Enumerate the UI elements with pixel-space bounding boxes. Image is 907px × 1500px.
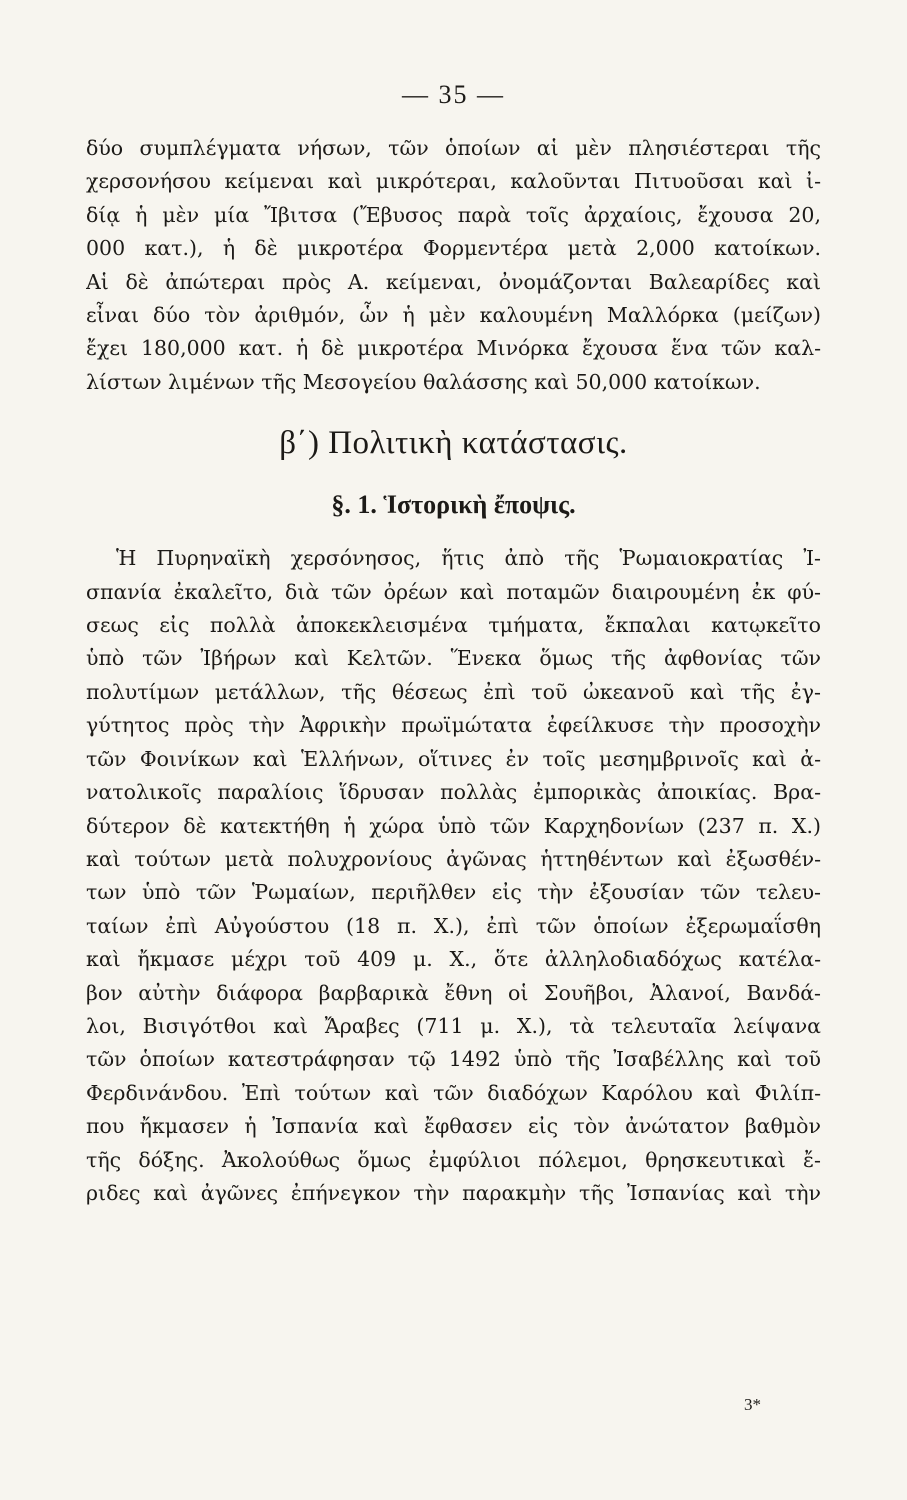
paragraph-history bbox=[86, 542, 821, 1210]
text-line: χερσονήσου κείμεναι καὶ μικρότεραι, καλοῦνται Πιτυοῦσαι καὶ ἰ- bbox=[86, 169, 821, 194]
text-line: καὶ τούτων μετὰ πολυχρονίους ἀγῶνας ἡττηθέντων καὶ ἐξωσθέν- bbox=[86, 846, 821, 871]
text-line: τῶν ὁποίων κατεστράφησαν τῷ 1492 ὑπὸ τῆς Ἰσαβέλλης καὶ τοῦ bbox=[86, 1047, 821, 1072]
text-line: Αἱ δὲ ἀπώτεραι πρὸς Α. κείμεναι, ὀνομάζονται Βαλεαρίδες καὶ bbox=[86, 269, 821, 294]
text-line: Ἡ Πυρηναϊκὴ χερσόνησος, ἥτις ἀπὸ τῆς Ῥωμαιοκρατίας Ἰ- bbox=[116, 546, 821, 571]
text-line: 000 κατ.), ἡ δὲ μικροτέρα Φορμεντέρα μετὰ 2,000 κατοίκων. bbox=[86, 236, 821, 261]
text-line: εἶναι δύο τὸν ἀριθμόν, ὧν ἡ μὲν καλουμένη Μαλλόρκα (μείζων) bbox=[86, 303, 821, 328]
page-number: — 35 — bbox=[402, 80, 505, 109]
text-line: γύτητος πρὸς τὴν Ἀφρικὴν πρωϊμώτατα ἐφείλκυσε τὴν προσοχὴν bbox=[86, 713, 821, 738]
text-line: βον αὐτὴν διάφορα βαρβαρικὰ ἔθνη οἱ Σουῆβοι, Ἀλανοί, Βανδά- bbox=[86, 980, 821, 1005]
text-line: λίστων λιμένων τῆς Μεσογείου θαλάσσης καὶ 50,000 κατοίκων. bbox=[86, 369, 761, 394]
text-line: σπανία ἐκαλεῖτο, διὰ τῶν ὀρέων καὶ ποταμῶν διαιρουμένη ἐκ φύ- bbox=[86, 579, 821, 604]
text-line: νατολικοῖς παραλίοις ἵδρυσαν πολλὰς ἐμπορικὰς ἀποικίας. Βρα- bbox=[86, 780, 821, 805]
text-line: Φερδινάνδου. Ἐπὶ τούτων καὶ τῶν διαδόχων Καρόλου καὶ Φιλίπ- bbox=[86, 1080, 821, 1105]
subsection-heading: §. 1. Ἱστορικὴ ἔποψις. bbox=[331, 490, 576, 520]
text-line: λοι, Βισιγότθοι καὶ Ἄραβες (711 μ. Χ.), τὰ τελευταῖα λείψανα bbox=[86, 1013, 821, 1038]
text-line: σεως εἰς πολλὰ ἀποκεκλεισμένα τμήματα, ἔκπαλαι κατῳκεῖτο bbox=[86, 613, 821, 638]
text-line: καὶ ἤκμασε μέχρι τοῦ 409 μ. Χ., ὅτε ἀλληλοδιαδόχως κατέλα- bbox=[86, 947, 821, 972]
text-line: που ἤκμασεν ἡ Ἰσπανία καὶ ἔφθασεν εἰς τὸν ἀνώτατον βαθμὸν bbox=[86, 1114, 821, 1139]
text-line: τῆς δόξης. Ἀκολούθως ὅμως ἐμφύλιοι πόλεμοι, θρησκευτικαὶ ἔ- bbox=[86, 1147, 821, 1172]
text-line: ἔχει 180,000 κατ. ἡ δὲ μικροτέρα Μινόρκα ἔχουσα ἕνα τῶν καλ- bbox=[86, 336, 821, 361]
text-line: των ὑπὸ τῶν Ῥωμαίων, περιῆλθεν εἰς τὴν ἐξουσίαν τῶν τελευ- bbox=[86, 880, 821, 905]
text-line: δίᾳ ἡ μὲν μία Ἴβιτσα (Ἔβυσος παρὰ τοῖς ἀρχαίοις, ἔχουσα 20, bbox=[86, 202, 821, 227]
text-line: δύτερον δὲ κατεκτήθη ἡ χώρα ὑπὸ τῶν Καρχηδονίων (237 π. Χ.) bbox=[86, 813, 821, 838]
text-line: πολυτίμων μετάλλων, τῆς θέσεως ἐπὶ τοῦ ὠκεανοῦ καὶ τῆς ἐγ- bbox=[86, 679, 821, 704]
paragraph-islands bbox=[86, 132, 821, 399]
text-line: ὑπὸ τῶν Ἰβήρων καὶ Κελτῶν. Ἕνεκα ὅμως τῆς ἀφθονίας τῶν bbox=[86, 646, 821, 671]
text-line: τῶν Φοινίκων καὶ Ἑλλήνων, οἵτινες ἐν τοῖς μεσημβρινοῖς καὶ ἀ- bbox=[86, 746, 821, 771]
section-heading: β΄) Πολιτικὴ κατάστασις. bbox=[279, 425, 628, 462]
text-line: δύο συμπλέγματα νήσων, τῶν ὁποίων αἱ μὲν πλησιέστεραι τῆς bbox=[86, 136, 821, 160]
signature-mark: 3* bbox=[744, 1395, 761, 1414]
text-line: ριδες καὶ ἀγῶνες ἐπήνεγκον τὴν παρακμὴν τῆς Ἰσπανίας καὶ τὴν bbox=[86, 1180, 821, 1205]
text-line: ταίων ἐπὶ Αὐγούστου (18 π. Χ.), ἐπὶ τῶν ὁποίων ἐξερωμαΐσθη bbox=[86, 913, 821, 938]
